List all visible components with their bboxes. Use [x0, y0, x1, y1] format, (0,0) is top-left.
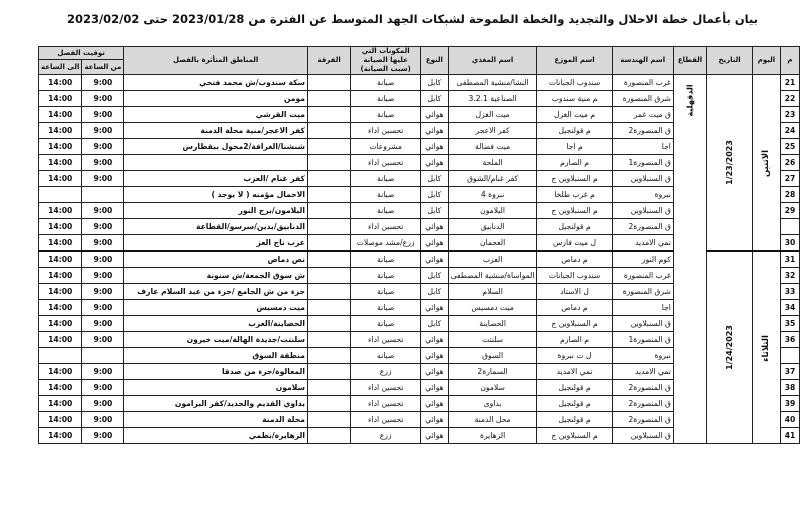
engineering-cell: ق السنبلاوين	[612, 203, 673, 219]
engineering-cell: ق المنصورة1	[612, 155, 673, 171]
components-cell: زرع/مشد موصلات	[351, 235, 421, 252]
to-time-cell: 14:00	[39, 332, 82, 348]
to-time-cell: 14:00	[39, 139, 82, 155]
row-number	[781, 219, 800, 235]
col-header-components: المكونات التي عليها الصيانة (سبب الصيانة)	[351, 47, 421, 75]
engineering-cell: ق المنصورة1	[612, 332, 673, 348]
to-time-cell: 14:00	[39, 428, 82, 444]
areas-cell: محلة الدمنة	[124, 412, 308, 428]
type-cell: هوائي	[421, 300, 449, 316]
team-cell	[307, 91, 350, 107]
from-time-cell: 9:00	[82, 251, 124, 268]
to-time-cell: 14:00	[39, 123, 82, 139]
feeder-cell: نبروة 4	[448, 187, 537, 203]
to-time-cell: 14:00	[39, 155, 82, 171]
from-time-cell: 9:00	[82, 316, 124, 332]
to-time-cell: 14:00	[39, 203, 82, 219]
from-time-cell: 9:00	[82, 268, 124, 284]
from-time-cell: 9:00	[82, 203, 124, 219]
components-cell: زرع	[351, 364, 421, 380]
components-cell: تحسين اداء	[351, 380, 421, 396]
type-cell: كابل	[421, 75, 449, 91]
row-number	[781, 348, 800, 364]
distributor-cell: م الصارم	[537, 155, 612, 171]
feeder-cell: ميت الغزل	[448, 107, 537, 123]
row-number: 34	[781, 300, 800, 316]
distributor-cell: م قولنجيل	[537, 123, 612, 139]
distributor-cell: م قولنجيل	[537, 219, 612, 235]
row-number: 32	[781, 268, 800, 284]
col-header-team: الفرقة	[307, 47, 350, 75]
from-time-cell: 9:00	[82, 107, 124, 123]
type-cell: هوائي	[421, 107, 449, 123]
col-header-date: التاريخ	[707, 47, 753, 75]
team-cell	[307, 380, 350, 396]
components-cell: صيانة	[351, 284, 421, 300]
col-header-num: م	[781, 47, 800, 75]
components-cell: صيانة	[351, 107, 421, 123]
distributor-cell: م قولنجيل	[537, 396, 612, 412]
engineering-cell: اجا	[612, 139, 673, 155]
col-header-sector: القطاع	[673, 47, 706, 75]
to-time-cell: 14:00	[39, 396, 82, 412]
components-cell: صيانة	[351, 171, 421, 187]
areas-cell: كفر غنام /العزب	[124, 171, 308, 187]
components-cell: زرع	[351, 428, 421, 444]
col-header-areas: المناطق المتأثرة بالفصل	[124, 47, 308, 75]
areas-cell: شنشنا/الغرافة/2محول ببقطارس	[124, 139, 308, 155]
distributor-cell: ل ت نبروة	[537, 348, 612, 364]
areas-cell: جزء من ش الجامع /جزء من عبد السلام عارف	[124, 284, 308, 300]
col-header-distributor: اسم الموزع	[537, 47, 612, 75]
distributor-cell: ل الاستاد	[537, 284, 612, 300]
from-time-cell: 9:00	[82, 364, 124, 380]
from-time-cell: 9:00	[82, 171, 124, 187]
from-time-cell: 9:00	[82, 235, 124, 252]
type-cell: كابل	[421, 203, 449, 219]
row-number: 27	[781, 171, 800, 187]
team-cell	[307, 219, 350, 235]
team-cell	[307, 428, 350, 444]
areas-cell: مومن	[124, 91, 308, 107]
from-time-cell: 9:00	[82, 332, 124, 348]
from-time-cell	[82, 348, 124, 364]
distributor-cell: م غرب طلخا	[537, 187, 612, 203]
team-cell	[307, 412, 350, 428]
components-cell: صيانه	[351, 348, 421, 364]
date-label: 1/23/2023	[725, 140, 735, 185]
from-time-cell	[82, 187, 124, 203]
to-time-cell: 14:00	[39, 380, 82, 396]
feeder-cell: البلامون	[448, 203, 537, 219]
date-cell	[707, 251, 753, 444]
type-cell: كابل	[421, 268, 449, 284]
engineering-cell: شرق المنصورة	[612, 284, 673, 300]
areas-cell: منطقة السوق	[124, 348, 308, 364]
type-cell: كابل	[421, 316, 449, 332]
components-cell: صيانة	[351, 91, 421, 107]
engineering-cell: اجا	[612, 300, 673, 316]
type-cell: هوائي	[421, 155, 449, 171]
areas-cell: الاحمال مؤمنه ( لا يوجد )	[124, 187, 308, 203]
components-cell: صيانة	[351, 187, 421, 203]
from-time-cell: 9:00	[82, 428, 124, 444]
from-time-cell: 9:00	[82, 300, 124, 316]
team-cell	[307, 364, 350, 380]
components-cell: صيانة	[351, 75, 421, 91]
from-time-cell: 9:00	[82, 75, 124, 91]
type-cell: هوائي	[421, 364, 449, 380]
distributor-cell: م قولنجيل	[537, 380, 612, 396]
from-time-cell: 9:00	[82, 380, 124, 396]
team-cell	[307, 251, 350, 268]
distributor-cell: م السنبلاوين ج	[537, 316, 612, 332]
feeder-cell: الملحة	[448, 155, 537, 171]
distributor-cell: سندوب الجبانات	[537, 268, 612, 284]
row-number: 28	[781, 187, 800, 203]
type-cell: هوائي	[421, 412, 449, 428]
feeder-cell: الدنابيق	[448, 219, 537, 235]
areas-cell	[124, 155, 308, 171]
from-time-cell: 9:00	[82, 155, 124, 171]
to-time-cell: 14:00	[39, 107, 82, 123]
to-time-cell: 14:00	[39, 91, 82, 107]
team-cell	[307, 139, 350, 155]
type-cell: هوائي	[421, 139, 449, 155]
row-number: 31	[781, 251, 800, 268]
row-number: 35	[781, 316, 800, 332]
from-time-cell: 9:00	[82, 396, 124, 412]
engineering-cell: تمي الامديد	[612, 235, 673, 252]
row-number: 22	[781, 91, 800, 107]
col-header-time-group: توقيت الفصل	[39, 47, 124, 60]
to-time-cell	[39, 187, 82, 203]
to-time-cell: 14:00	[39, 251, 82, 268]
distributor-cell: سندوب الجبانات	[537, 75, 612, 91]
day-label: الاثنين	[760, 149, 771, 177]
table-row	[39, 75, 800, 91]
type-cell: هوائي	[421, 219, 449, 235]
type-cell: هوائي	[421, 428, 449, 444]
team-cell	[307, 332, 350, 348]
sector-label: الدقهلية	[685, 84, 695, 117]
engineering-cell: ق المنصورة2	[612, 123, 673, 139]
distributor-cell: تمي الامديد	[537, 364, 612, 380]
distributor-cell: م دماص	[537, 300, 612, 316]
row-number: 29	[781, 203, 800, 219]
areas-cell: الحصاينة/العزب	[124, 316, 308, 332]
to-time-cell	[39, 348, 82, 364]
engineering-cell: غرب المنصورة	[612, 268, 673, 284]
distributor-cell: م قولنجيل	[537, 412, 612, 428]
to-time-cell: 14:00	[39, 268, 82, 284]
to-time-cell: 14:00	[39, 75, 82, 91]
areas-cell: ميت دمسيس	[124, 300, 308, 316]
feeder-cell: العجمان	[448, 235, 537, 252]
team-cell	[307, 171, 350, 187]
components-cell: مشروعات	[351, 139, 421, 155]
row-number: 21	[781, 75, 800, 91]
from-time-cell: 9:00	[82, 412, 124, 428]
components-cell: تحسين اداء	[351, 219, 421, 235]
team-cell	[307, 123, 350, 139]
feeder-cell: كفر الاعجر	[448, 123, 537, 139]
team-cell	[307, 300, 350, 316]
engineering-cell: تمي الامديد	[612, 364, 673, 380]
row-number: 26	[781, 155, 800, 171]
row-number: 40	[781, 412, 800, 428]
team-cell	[307, 316, 350, 332]
components-cell: صيانة	[351, 300, 421, 316]
type-cell: هوائي	[421, 123, 449, 139]
components-cell: صيانة	[351, 203, 421, 219]
engineering-cell: ق السنبلاوين	[612, 316, 673, 332]
engineering-cell: غرب المنصورة	[612, 75, 673, 91]
engineering-cell: ق المنصورة2	[612, 412, 673, 428]
row-number: 23	[781, 107, 800, 123]
type-cell: هوائي	[421, 348, 449, 364]
type-cell: كابل	[421, 91, 449, 107]
team-cell	[307, 348, 350, 364]
feeder-cell: الحصاينة	[448, 316, 537, 332]
components-cell: تحسين اداء	[351, 396, 421, 412]
sector-cell	[673, 75, 706, 444]
feeder-cell: العزب	[448, 251, 537, 268]
row-number: 33	[781, 284, 800, 300]
day-label: الثلاثاء	[760, 334, 771, 362]
components-cell: تحسين اداء	[351, 155, 421, 171]
row-number: 37	[781, 364, 800, 380]
areas-cell: ش سوق الجمعة/ش سنونة	[124, 268, 308, 284]
distributor-cell: م السنبلاوين ج	[537, 203, 612, 219]
day-cell	[752, 75, 780, 252]
type-cell: هوائي	[421, 332, 449, 348]
row-number: 41	[781, 428, 800, 444]
type-cell: كابل	[421, 284, 449, 300]
areas-cell: عزب ناج العز	[124, 235, 308, 252]
components-cell: صيانة	[351, 268, 421, 284]
to-time-cell: 14:00	[39, 171, 82, 187]
to-time-cell: 14:00	[39, 316, 82, 332]
feeder-cell: السوق	[448, 348, 537, 364]
areas-cell: نص دماص	[124, 251, 308, 268]
row-number: 24	[781, 123, 800, 139]
areas-cell: الزهايرة/بطمي	[124, 428, 308, 444]
feeder-cell: محل الدمنة	[448, 412, 537, 428]
team-cell	[307, 396, 350, 412]
row-number: 25	[781, 139, 800, 155]
from-time-cell: 9:00	[82, 219, 124, 235]
engineering-cell: نبروة	[612, 348, 673, 364]
feeder-cell: بداوى	[448, 396, 537, 412]
type-cell: هوائي	[421, 380, 449, 396]
engineering-cell: شرق المنصورة	[612, 91, 673, 107]
to-time-cell: 14:00	[39, 412, 82, 428]
schedule-table	[38, 46, 800, 444]
feeder-cell: الزهايرة	[448, 428, 537, 444]
type-cell: هوائي	[421, 235, 449, 252]
distributor-cell: م السنبلاوين ج	[537, 428, 612, 444]
components-cell: تحسين اداء	[351, 123, 421, 139]
date-cell	[707, 75, 753, 252]
engineering-cell: ق السنبلاوين	[612, 428, 673, 444]
type-cell: هوائي	[421, 396, 449, 412]
engineering-cell: ق المنصورة2	[612, 396, 673, 412]
distributor-cell: م ميت الغزل	[537, 107, 612, 123]
feeder-cell: كفر غنام/الشوق	[448, 171, 537, 187]
areas-cell: سكة سندوب/ش محمد فتحي	[124, 75, 308, 91]
col-header-from: من الساعة	[82, 60, 124, 75]
col-header-to: الى الساعة	[39, 60, 82, 75]
feeder-cell: السلام	[448, 284, 537, 300]
feeder-cell: السمارة2	[448, 364, 537, 380]
components-cell: تحسين اداء	[351, 412, 421, 428]
feeder-cell: النشا/منشية المصطفى	[448, 75, 537, 91]
areas-cell: المعالوة/جزء من صدقا	[124, 364, 308, 380]
areas-cell: سلامون	[124, 380, 308, 396]
areas-cell: الدنابيق/بدين/سرسو/القطاعة	[124, 219, 308, 235]
feeder-cell: الصناعية 3.2.1	[448, 91, 537, 107]
engineering-cell: نبروة	[612, 187, 673, 203]
engineering-cell: ق المنصورة2	[612, 219, 673, 235]
feeder-cell: سلنتت	[448, 332, 537, 348]
team-cell	[307, 155, 350, 171]
feeder-cell: ميت فضالة	[448, 139, 537, 155]
distributor-cell: م منية سندوب	[537, 91, 612, 107]
type-cell: هوائي	[421, 251, 449, 268]
distributor-cell: م السنبلاوين ج	[537, 171, 612, 187]
table-header-row	[39, 47, 800, 60]
team-cell	[307, 284, 350, 300]
areas-cell: سلنتت/جديدة الهالة/ميت خيرون	[124, 332, 308, 348]
feeder-cell: ميت دمسيس	[448, 300, 537, 316]
from-time-cell: 9:00	[82, 284, 124, 300]
engineering-cell: ق المنصورة2	[612, 380, 673, 396]
to-time-cell: 14:00	[39, 235, 82, 252]
distributor-cell: م الصارم	[537, 332, 612, 348]
areas-cell: كفر الاعجر/منية محلة الدمنة	[124, 123, 308, 139]
row-number: 30	[781, 235, 800, 252]
col-header-type: النوع	[421, 47, 449, 75]
day-cell	[752, 251, 780, 444]
from-time-cell: 9:00	[82, 123, 124, 139]
distributor-cell: م دماص	[537, 251, 612, 268]
areas-cell: ميت القرشي	[124, 107, 308, 123]
from-time-cell: 9:00	[82, 91, 124, 107]
engineering-cell: ق ميت غمر	[612, 107, 673, 123]
row-number: 36	[781, 332, 800, 348]
distributor-cell: م اجا	[537, 139, 612, 155]
components-cell: صيانة	[351, 316, 421, 332]
to-time-cell: 14:00	[39, 364, 82, 380]
engineering-cell: ق السنبلاوين	[612, 171, 673, 187]
team-cell	[307, 235, 350, 252]
components-cell: صيانة	[351, 251, 421, 268]
feeder-cell: سلامون	[448, 380, 537, 396]
feeder-cell: المواساة/منشية المصطفى	[448, 268, 537, 284]
team-cell	[307, 268, 350, 284]
type-cell: كابل	[421, 171, 449, 187]
components-cell: تحسين اداء	[351, 332, 421, 348]
team-cell	[307, 187, 350, 203]
team-cell	[307, 203, 350, 219]
row-number: 39	[781, 396, 800, 412]
table-body	[39, 75, 800, 444]
to-time-cell: 14:00	[39, 284, 82, 300]
from-time-cell: 9:00	[82, 139, 124, 155]
document-title: بيان بأعمال خطة الاحلال والتجديد والخطة الطموحة لشبكات الجهد المتوسط عن الفترة من 2023/01/28 حتى 2023/02/02	[66, 12, 758, 26]
col-header-feeder: اسم المغذي	[448, 47, 537, 75]
team-cell	[307, 107, 350, 123]
areas-cell: بداوي القديم والجديد/كفر البرامون	[124, 396, 308, 412]
col-header-engineering: اسم الهندسة	[612, 47, 673, 75]
to-time-cell: 14:00	[39, 219, 82, 235]
col-header-day: اليوم	[752, 47, 780, 75]
areas-cell: البلامون/برج النور	[124, 203, 308, 219]
type-cell: كابل	[421, 187, 449, 203]
distributor-cell: ل ميت فارس	[537, 235, 612, 252]
date-label: 1/24/2023	[725, 325, 735, 370]
team-cell	[307, 75, 350, 91]
row-number: 38	[781, 380, 800, 396]
engineering-cell: كوم النور	[612, 251, 673, 268]
to-time-cell: 14:00	[39, 300, 82, 316]
